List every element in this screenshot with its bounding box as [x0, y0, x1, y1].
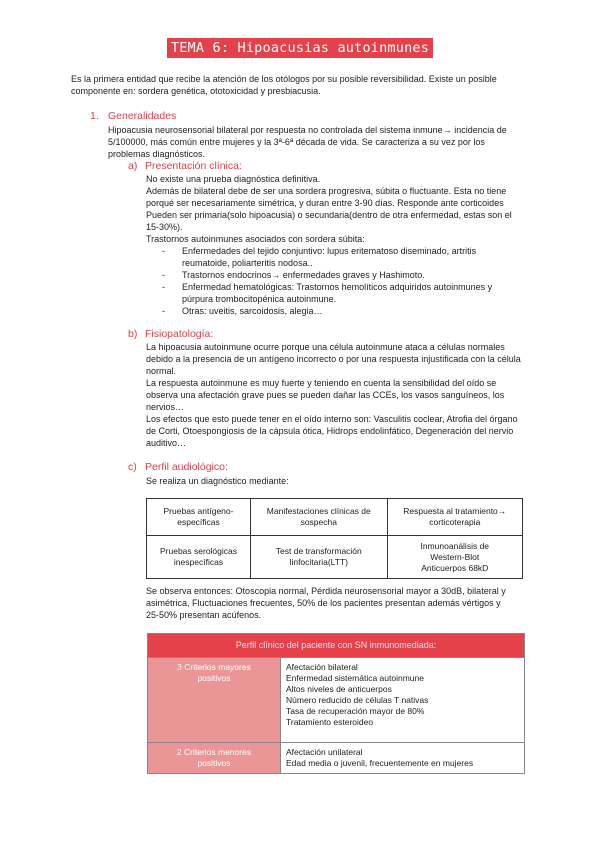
- text-line: Es la primera entidad que recibe la atención de los otólogos por su posible reversibilidad. Existe un posible: [71, 74, 497, 84]
- subsection-title: Fisiopatología:: [145, 328, 214, 340]
- text-line: 5/100000, más común entre mujeres y la 3ª-6ª década de vida. Se caracteriza a su vez por los: [108, 137, 485, 147]
- list-item: Afectación unilateral: [286, 747, 363, 757]
- text-line: Los efectos que esto puede tener en el oído interno son: Vasculitis coclear, Atrofia del órgano: [146, 414, 518, 424]
- text-line: asimétrica, Fluctuaciones frecuentes, 50% de los pacientes presentan además vértigos y: [146, 598, 501, 608]
- text-line: componente en: sordera genética, ototoxicidad y presbiacusia.: [71, 86, 321, 96]
- bullet-dash: -: [162, 246, 165, 256]
- criteria-label: [148, 743, 281, 774]
- text-line: Hipoacusia neurosensorial bilateral por respuesta no controlada del sistema inmune→ incidencia de: [108, 125, 507, 135]
- text-line: Manifestaciones clínicas de: [266, 506, 371, 516]
- text-line: 15-30%).: [146, 222, 183, 232]
- text-line: Pruebas antígeno-: [163, 506, 234, 516]
- subsection-heading-fisiopatologia: [128, 328, 213, 340]
- text-line: inespecíficas: [173, 557, 224, 567]
- table-cell: [251, 536, 388, 579]
- text-line: Western-Blot: [430, 551, 480, 562]
- text-line: Respuesta al tratamiento→: [403, 506, 507, 516]
- text-line: La respuesta autoinmune es muy fuerte y teniendo en cuenta la sensibilidad del oído se: [146, 378, 497, 388]
- list-item: [146, 245, 516, 269]
- text-line: específicas: [177, 517, 220, 527]
- text-line: observa una afectación grave pues se pueden dañar las CCEs, los vasos sanguíneos, los: [146, 390, 505, 400]
- text-line: Pruebas serológicas: [159, 546, 237, 556]
- text-line: normal.: [146, 366, 177, 376]
- criteria-label: [148, 658, 281, 743]
- subsection-heading-perfil: [128, 461, 228, 473]
- subsection-heading-presentacion: [128, 160, 242, 172]
- section-title: Generalidades: [108, 110, 177, 122]
- text-line: problemas diagnósticos.: [108, 149, 206, 159]
- text-line: sospecha: [300, 517, 337, 527]
- table-cell: [147, 536, 251, 579]
- text-line: linfocitaria(LTT): [289, 557, 348, 567]
- text-line: Test de transformación: [275, 546, 362, 556]
- list-item: Afectación bilateral: [286, 662, 358, 672]
- text-line: Otras: uveitis, sarcoidosis, alegia…: [182, 306, 323, 316]
- table-header: Perfil clínico del paciente con SN inmunomediada:: [148, 634, 525, 658]
- criteria-items: [281, 658, 525, 743]
- text-line: positivos: [197, 758, 231, 768]
- subsection-letter: a): [128, 160, 138, 172]
- text-line: corticoterapia: [429, 517, 481, 527]
- text-line: 3 Criterios mayores: [177, 662, 251, 672]
- table-cell: [387, 499, 522, 536]
- list-item: Enfermedad sistemática autoinmune: [286, 673, 424, 683]
- bullet-list: [146, 245, 516, 317]
- text-line: reumatoide, poliarteritis nodosa..: [182, 258, 313, 268]
- text-line: Además de bilateral debe de ser una sordera progresiva, súbita o fluctuante. Esta no tiene: [146, 186, 507, 196]
- text-line: La hipoacusia autoinmune ocurre porque una célula autoinmune ataca a células normales: [146, 342, 505, 352]
- perfil-intro: Se realiza un diagnóstico mediante:: [146, 476, 289, 486]
- text-line: porqué ser necesariamente simétrica, y duran entre 3-90 días. Responde ante corticoides: [146, 198, 504, 208]
- text-line: 25-50% presentan acúfenos.: [146, 610, 262, 620]
- table-header-row: [148, 634, 525, 658]
- text-line: No existe una prueba diagnóstica definitiva.: [146, 174, 321, 184]
- text-line: Enfermedades del tejido conjuntivo: lupus eritematoso diseminado, artritis: [182, 246, 477, 256]
- generalidades-text: [108, 124, 528, 160]
- table-row: [147, 536, 523, 579]
- text-line: Enfermedad hematológicas: Trastornos hemolíticos adquiridos autoinmunes y: [182, 282, 493, 292]
- diagnostic-table: [146, 498, 523, 579]
- table-cell: [251, 499, 388, 536]
- title-wrapper: [0, 38, 600, 58]
- criteria-items: [281, 743, 525, 774]
- section-heading-generalidades: [90, 110, 176, 122]
- subsection-title: Presentación clínica:: [145, 160, 242, 172]
- bullet-dash: -: [162, 270, 165, 280]
- table-row: [148, 743, 525, 774]
- section-number: 1.: [90, 110, 99, 122]
- text-line: nervios…: [146, 402, 185, 412]
- table-header-row: [147, 499, 523, 536]
- bullet-dash: -: [162, 306, 165, 316]
- table-cell: [147, 499, 251, 536]
- text-line: auditivo…: [146, 438, 187, 448]
- presentacion-text: [146, 173, 526, 245]
- list-item: [146, 305, 516, 317]
- list-item: Edad media o juvenil, frecuentemente en mujeres: [286, 758, 474, 768]
- text-line: Inmunoanálisis de: [420, 540, 490, 551]
- subsection-title: Perfil audiológico:: [145, 461, 228, 473]
- list-item: [146, 269, 516, 281]
- text-line: Trastornos autoinmunes asociados con sordera súbita:: [146, 234, 365, 244]
- text-line: 2 Criterios menores: [176, 747, 252, 757]
- subsection-letter: c): [128, 461, 137, 473]
- clinical-profile-table: [147, 633, 525, 774]
- subsection-letter: b): [128, 328, 138, 340]
- text-line: positivos: [197, 673, 231, 683]
- text-line: púrpura trombocitopénica autoinmune.: [182, 294, 337, 304]
- text-line: debido a la presencia de un antígeno incorrecto o por una respuesta injustificada con la célula: [146, 354, 521, 364]
- perfil-findings: [146, 585, 536, 621]
- text-line: Pueden ser primaria(solo hipoacusia) o secundaria(dentro de otra enfermedad, estas son el: [146, 210, 512, 220]
- list-item: Altos niveles de anticuerpos: [286, 684, 392, 694]
- intro-paragraph: [71, 73, 521, 97]
- text-line: Anticuerpos 68kD: [421, 562, 489, 573]
- text-line: Trastornos endocrinos→ enfermedades graves y Hashimoto.: [182, 270, 425, 280]
- fisiopatologia-text: [146, 341, 536, 449]
- table-row: [148, 658, 525, 743]
- bullet-dash: -: [162, 282, 165, 292]
- list-item: Número reducido de células T nativas: [286, 695, 429, 705]
- list-item: Tasa de recuperación mayor de 80%: [286, 706, 425, 716]
- text-line: Se observa entonces: Otoscopia normal, Pérdida neurosensorial mayor a 30dB, bilateral y: [146, 586, 506, 596]
- list-item: Tratamiento esteroideo: [286, 717, 374, 727]
- table-cell: [387, 536, 522, 579]
- list-item: [146, 281, 516, 305]
- page-title: TEMA 6: Hipoacusias autoinmunes: [167, 38, 433, 58]
- text-line: de Corti, Otoespongiosis de la cápsula ótica, Hidrops endolinfático, Degeneración del nervio: [146, 426, 514, 436]
